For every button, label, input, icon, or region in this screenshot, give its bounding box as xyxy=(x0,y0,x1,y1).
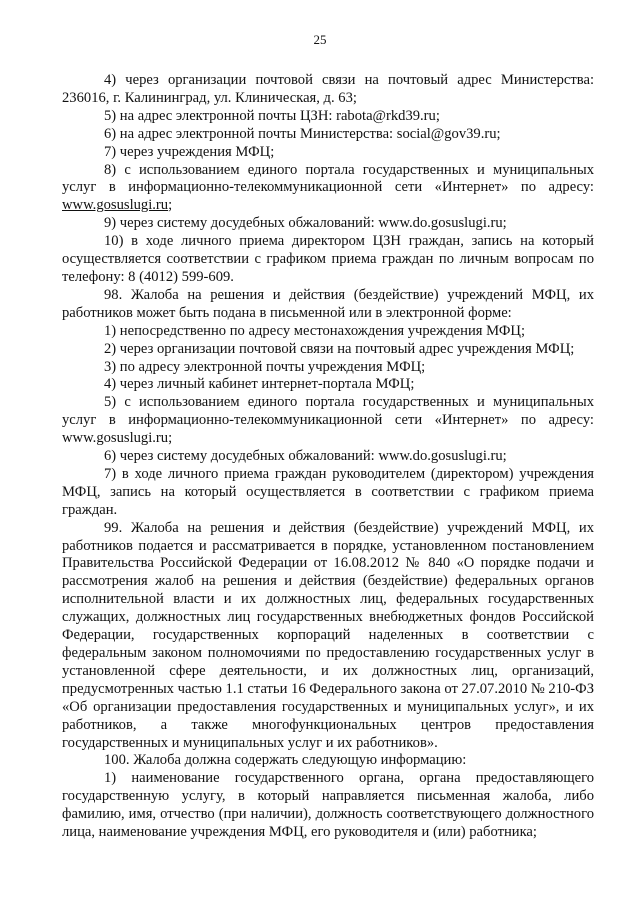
paragraph-text: ; xyxy=(168,197,173,214)
paragraph: 6) на адрес электронной почты Министерства: social@gov39.ru; xyxy=(104,125,501,142)
paragraph: 99. Жалоба на решения и действия (бездействие) учреждений МФЦ, их работников подается и рассматривается в порядке, установленном постановлением Правительства Российской Федерации от 16.08.2012 № 840 «О порядке подачи и рассмотрения жалоб на решения и действия (бездействие) федеральных органов исполнительной власти и их должностных лиц, федеральных государственных служащих, должностных лиц государственных внебюджетных фондов Российской Федерации, государственных корпораций наделенных в соответствии с федеральным законом полномочиями по предоставлению государственных услуг в установленной сфере деятельности, и их должностных лиц, организаций, предусмотренных частью 1.1 статьи 16 Федерального закона от 27.07.2010 № 210-ФЗ «Об организации предоставления государственных и муниципальных услуг», и их работников, а также многофункциональных центров предоставления государственных и муниципальных услуг и их работников». xyxy=(62,519,594,751)
paragraph: 98. Жалоба на решения и действия (бездействие) учреждений МФЦ, их работников может быть подана в письменной или в электронной форме: xyxy=(62,286,594,321)
page-number: 25 xyxy=(313,32,327,47)
paragraph: 7) в ходе личного приема граждан руководителем (директором) учреждения МФЦ, запись на который осуществляется в соответствии с графиком приема граждан. xyxy=(62,465,594,518)
paragraph: 4) через организации почтовой связи на почтовый адрес Министерства: 236016, г. Калининград, ул. Клиническая, д. 63; xyxy=(62,72,594,106)
paragraph: 1) непосредственно по адресу местонахождения учреждения МФЦ; xyxy=(104,322,526,339)
paragraph xyxy=(62,162,594,216)
paragraph: 9) через систему досудебных обжалований: www.do.gosuslugi.ru; xyxy=(104,215,507,232)
paragraph: 7) через учреждения МФЦ; xyxy=(104,143,275,160)
paragraph: 1) наименование государственного органа, органа предоставляющего государственную услугу, в который направляется письменная жалоба, либо фамилию, имя, отчество (при наличии), должность соответствующего должностного лица, наименование учреждения МФЦ, его руководителя и (или) работника; xyxy=(62,770,594,841)
gosuslugi-link[interactable]: www.gosuslugi.ru xyxy=(62,197,169,214)
paragraph: 5) с использованием единого портала государственных и муниципальных услуг в информационно-телекоммуникационной сети «Интернет» по адресу: www.gosuslugi.ru; xyxy=(62,394,594,447)
paragraph: 3) по адресу электронной почты учреждения МФЦ; xyxy=(104,358,426,375)
paragraph: 2) через организации почтовой связи на почтовый адрес учреждения МФЦ; xyxy=(104,340,575,357)
paragraph: 4) через личный кабинет интернет-портала МФЦ; xyxy=(104,376,415,393)
document-body xyxy=(62,72,594,842)
paragraph: 100. Жалоба должна содержать следующую информацию: xyxy=(104,752,467,769)
paragraph-text: 8) с использованием единого портала государственных и муниципальных услуг в информационно-телекоммуникационной сети «Интернет» по адресу: xyxy=(62,161,594,196)
paragraph: 6) через систему досудебных обжалований: www.do.gosuslugi.ru; xyxy=(104,448,507,465)
paragraph: 5) на адрес электронной почты ЦЗН: rabota@rkd39.ru; xyxy=(104,107,440,124)
paragraph: 10) в ходе личного приема директором ЦЗН граждан, запись на который осуществляется соответствии с графиком приема граждан по личным вопросам по телефону: 8 (4012) 599-609. xyxy=(62,233,594,285)
